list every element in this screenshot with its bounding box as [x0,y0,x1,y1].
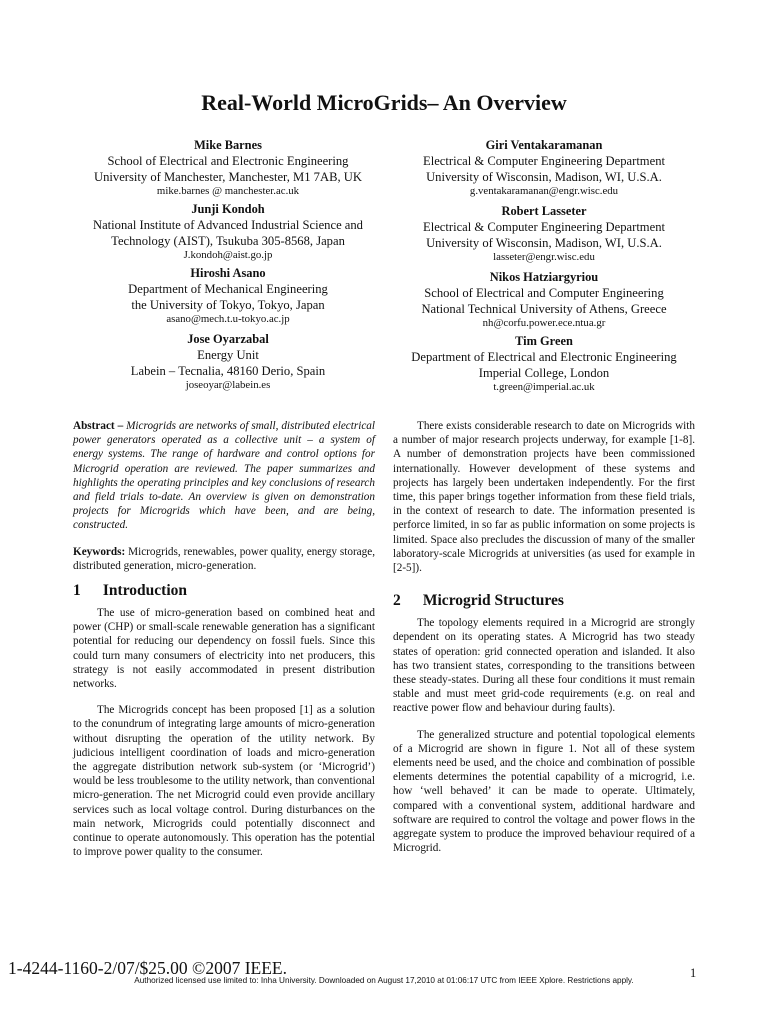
paragraph: The use of micro-generation based on combined heat and power (CHP) or small-scale renewable generation has a significant potential for reducing our dependency on fossil fuels. Since this could turn many consumers of electricity into net producers, this strategy is not easily accommodated in present distribution networks. [73,607,375,691]
page-number: 1 [690,966,697,980]
author-name: Hiroshi Asano [190,266,266,280]
author-name: Junji Kondoh [191,202,265,216]
author-affiliation-line: Department of Electrical and Electronic Engineering [411,350,677,364]
body-right-column [393,419,695,855]
section-heading-introduction [73,581,375,601]
author-email[interactable]: mike.barnes @ manchester.ac.uk [156,185,300,197]
author-name: Tim Green [515,334,573,348]
author-email[interactable]: J.kondoh@aist.go.jp [183,249,273,261]
copyright-code: 1-4244-1160-2/07/$25.00 ©2007 IEEE. [8,958,288,978]
paragraph: There exists considerable research to date on Microgrids with a number of major research projects underway, for example [1-8]. A number of demonstration projects have been commissioned internationally. However development of these systems and projects has largely been undertaken independently. For the first time, this paper brings together information from these field trials, in the context of research to date. The information presented is perforce limited, in so far as public information on some projects is limited. Space also precludes the discussion of many of the smaller laboratory-scale Microgrids at universities (as used for example in [2-5]). [393,420,695,575]
paragraph: The Microgrids concept has been proposed [1] as a solution to the conundrum of integrating large amounts of micro-generation without disrupting the operation of the utility network. By judicious intelligent coordination of loads and micro-generation the aggregate distribution network sub-system (or ‘Microgrid’) would be less troublesome to the utility network, than conventional micro-generation. The net Microgrid could even provide ancillary services such as local voltage control. During disturbances on the main network, Microgrids could potentially disconnect and continue to operate autonomously. This operation has the potential to improve power quality to the consumer. [73,704,375,859]
author-block [379,334,709,394]
author-block [379,204,709,264]
author-affiliation-line: National Institute of Advanced Industrial Science and [93,218,363,232]
keywords [73,545,375,573]
paper-title: Real-World MicroGrids– An Overview [201,90,567,115]
author-affiliation-line: Electrical & Computer Engineering Department [423,220,665,234]
authors-right-column [379,138,709,398]
author-affiliation-line: Electrical & Computer Engineering Department [423,154,665,168]
author-name: Giri Ventakaramanan [485,138,603,152]
paragraph: The generalized structure and potential topological elements of a Microgrid are shown in figure 1. Not all of these system elements need be used, and the choice and combination of possible elements determines the potential capability of a microgrid, i.e. how ‘well behaved’ it can be made to operate. Ultimately, compared with a conventional system, additional hardware and software are required to control the voltage and power flows in the aggregate system to produce the improved behaviour required of a Microgrid. [393,728,695,855]
author-email[interactable]: joseoyar@labein.es [185,379,271,391]
author-email[interactable]: nh@corfu.power.ece.ntua.gr [482,317,606,329]
author-email[interactable]: lasseter@engr.wisc.edu [493,251,595,263]
author-affiliation-line: University of Manchester, Manchester, M1 7AB, UK [94,170,362,184]
author-email[interactable]: t.green@imperial.ac.uk [493,381,595,393]
keywords-text: Microgrids, renewables, power quality, energy storage, distributed generation, micro-generation. [73,545,375,572]
section-number: 1 [73,582,81,600]
author-block [379,138,709,198]
author-name: Nikos Hatziargyriou [489,270,599,284]
paragraph: The topology elements required in a Microgrid are strongly dependent on its operating states. A Microgrid has two steady states of operation: grid connected operation and islanded. It also has two transient states, corresponding to the transitions between these steady-states. During all these four conditions it must remain stable and must meet grid-code requirements (e.g. on real and reactive power flow and behaviour during faults). [393,617,695,715]
author-block [63,202,393,262]
author-affiliation-line: School of Electrical and Electronic Engineering [107,154,349,168]
section-title: Introduction [102,582,187,600]
author-affiliation-line: University of Wisconsin, Madison, WI, U.S.A. [426,170,662,184]
author-email[interactable]: g.ventakaramanan@engr.wisc.edu [469,185,619,197]
author-affiliation-line: Technology (AIST), Tsukuba 305-8568, Japan [111,234,345,248]
author-affiliation-line: Energy Unit [197,348,259,362]
section-title: Microgrid Structures [422,592,564,610]
body-left-column [73,419,375,859]
abstract-label: Abstract – [73,420,124,432]
author-name: Jose Oyarzabal [187,332,269,346]
author-block [63,332,393,392]
author-affiliation-line: the University of Tokyo, Tokyo, Japan [131,298,325,312]
author-name: Mike Barnes [194,138,262,152]
abstract-text: Microgrids are networks of small, distributed electrical power generators operated as a collective unit – a system of energy systems. The range of hardware and control options for Microgrid operation are reviewed. The paper summarizes and highlights the operating principles and key conclusions of research and field trials to-date. An overview is given on demonstration projects for Microgrids which have been, and are being, constructed. [73,420,375,532]
author-block [63,138,393,198]
author-affiliation-line: Department of Mechanical Engineering [128,282,328,296]
author-affiliation-line: School of Electrical and Computer Engineering [424,286,664,300]
author-block [63,266,393,326]
license-note: Authorized licensed use limited to: Inha University. Downloaded on August 17,2010 at 01:06:17 UTC from IEEE Xplore. Restrictions apply. [134,976,634,985]
section-heading-microgrid-structures [393,591,695,611]
author-affiliation-line: Labein – Tecnalia, 48160 Derio, Spain [130,364,326,378]
author-affiliation-line: University of Wisconsin, Madison, WI, U.S.A. [426,236,662,250]
author-affiliation-line: Imperial College, London [478,366,610,380]
abstract [73,419,375,533]
author-affiliation-line: National Technical University of Athens, Greece [421,302,667,316]
section-number: 2 [393,592,401,610]
authors-left-column [63,138,393,396]
author-block [379,270,709,330]
author-email[interactable]: asano@mech.t.u-tokyo.ac.jp [166,313,290,325]
author-name: Robert Lasseter [501,204,587,218]
keywords-label: Keywords: [73,545,126,558]
